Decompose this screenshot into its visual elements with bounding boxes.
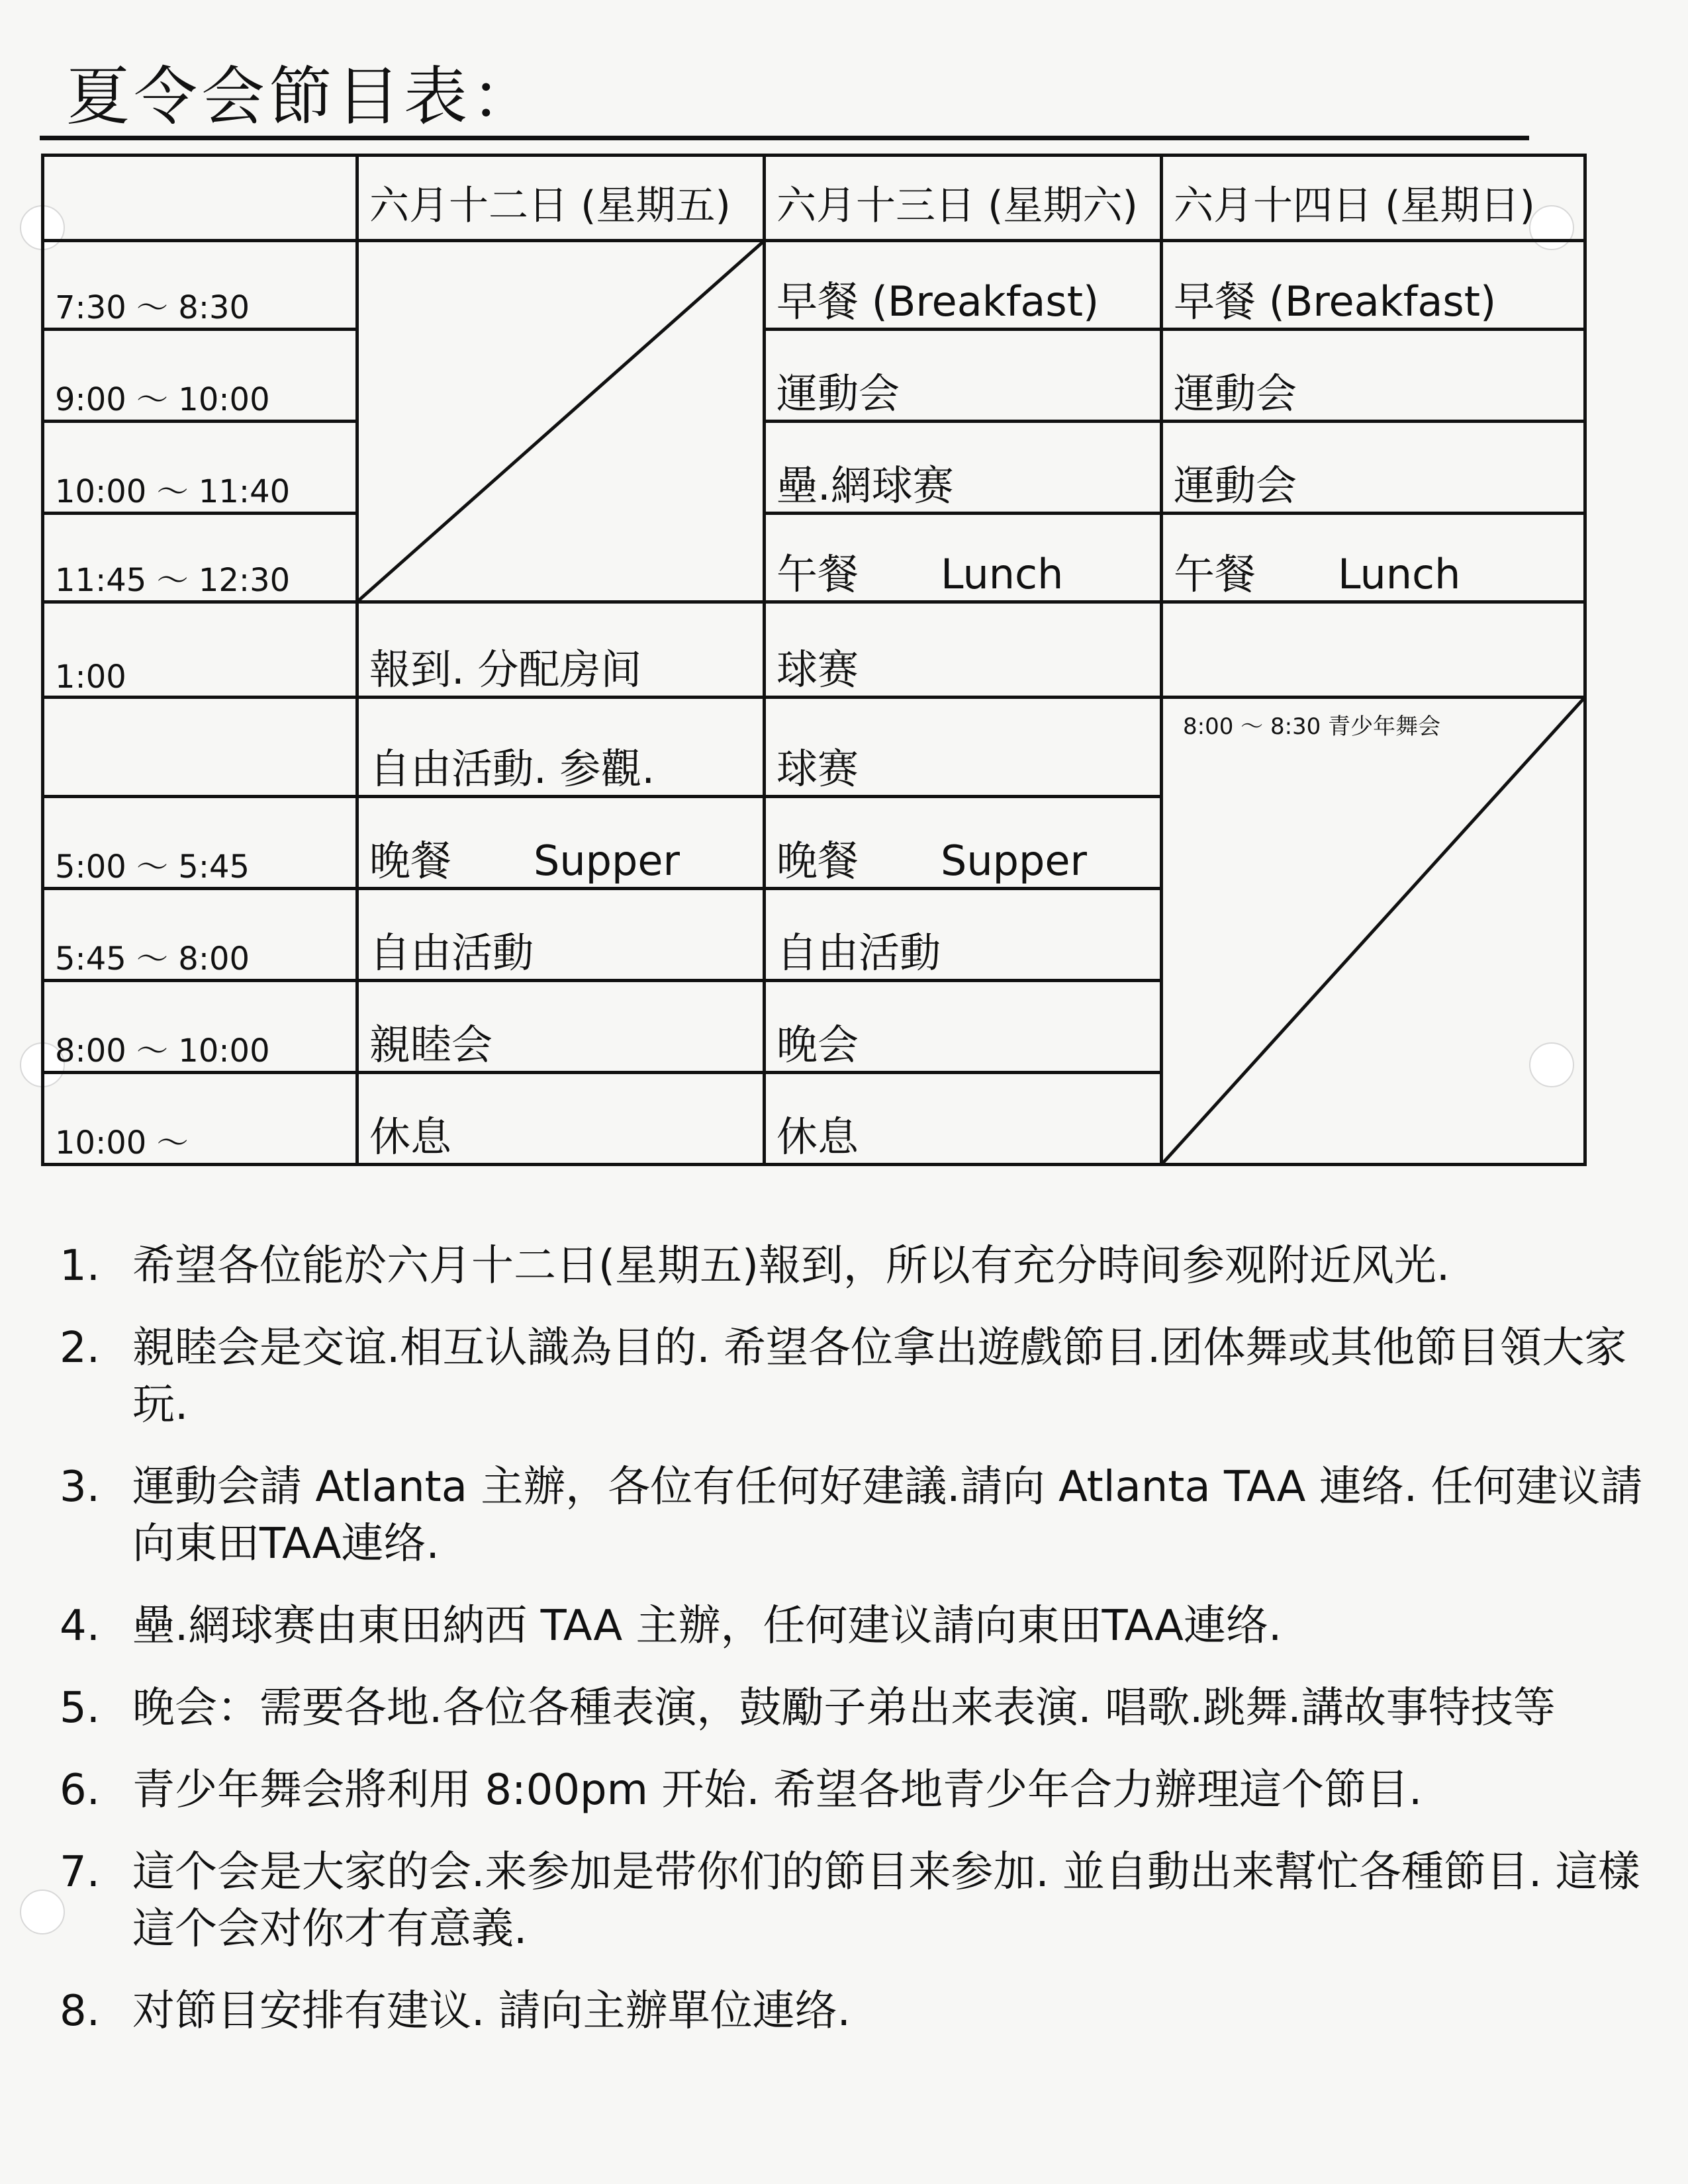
- time-cell: 5:45 ～ 8:00: [43, 888, 357, 980]
- time-cell: 9:00 ～ 10:00: [43, 329, 357, 421]
- fri-cell: 報到. 分配房间: [357, 602, 765, 697]
- table-row: [43, 698, 1585, 796]
- header-row: [43, 156, 1585, 241]
- time-cell: [43, 698, 357, 796]
- fri-cell: 自由活動: [357, 888, 765, 980]
- note-text: 青少年舞会將利用 8:00pm 开始. 希望各地青少年合力辦理這个節目.: [132, 1766, 1423, 1815]
- sat-cell: 壘.網球赛: [765, 421, 1162, 513]
- note-number: 4.: [60, 1602, 101, 1651]
- note-number: 2.: [60, 1324, 101, 1373]
- note-text: 親睦会是交谊.相互认識為目的. 希望各位拿出遊戲節目.团体舞或其他節目領大家玩.: [132, 1324, 1627, 1430]
- note-text: 壘.網球赛由東田納西 TAA 主辦，任何建议請向東田TAA連络.: [132, 1602, 1282, 1651]
- fri-cell: 自由活動. 参觀.: [357, 698, 765, 796]
- youth-dance-note: 8:00 ～ 8:30 青少年舞会: [1183, 713, 1441, 741]
- note-text: 对節目安排有建议. 請向主辦單位連络.: [132, 1987, 851, 2036]
- time-cell: 11:45 ～ 12:30: [43, 513, 357, 602]
- table-row: [43, 421, 1585, 513]
- table-row: [43, 329, 1585, 421]
- sat-cell: 球赛: [765, 698, 1162, 796]
- schedule-table: [41, 154, 1587, 1166]
- note-number: 1.: [60, 1242, 101, 1291]
- table-row: [43, 513, 1585, 602]
- table-row: [43, 240, 1585, 329]
- list-item: [60, 1680, 1648, 1737]
- diagonal-slash: [359, 242, 763, 600]
- sun-evening-empty-cell: [1162, 698, 1585, 1165]
- list-item: [60, 1983, 1648, 2040]
- fri-cell: 晚餐 Supper: [357, 796, 765, 888]
- sun-cell: 早餐 (Breakfast): [1162, 240, 1585, 329]
- top-rule: [40, 136, 1529, 140]
- fri-cell: 休息: [357, 1072, 765, 1164]
- note-text: 運動会請 Atlanta 主辦，各位有任何好建議.請向 Atlanta TAA 連络. 任何建议請向東田TAA連络.: [132, 1463, 1643, 1569]
- list-item: [60, 1459, 1648, 1572]
- note-number: 6.: [60, 1766, 101, 1815]
- sat-cell: 休息: [765, 1072, 1162, 1164]
- header-fri: 六月十二日 (星期五): [357, 156, 765, 241]
- diagonal-slash: [1163, 699, 1583, 1163]
- list-item: [60, 1598, 1648, 1655]
- note-number: 7.: [60, 1848, 101, 1897]
- table-row: [43, 602, 1585, 697]
- list-item: [60, 1762, 1648, 1819]
- time-cell: 1:00: [43, 602, 357, 697]
- time-cell: 5:00 ～ 5:45: [43, 796, 357, 888]
- note-number: 8.: [60, 1987, 101, 2036]
- note-number: 5.: [60, 1684, 101, 1733]
- sat-cell: 自由活動: [765, 888, 1162, 980]
- header-sat: 六月十三日 (星期六): [765, 156, 1162, 241]
- fri-morning-empty-cell: [357, 240, 765, 602]
- sun-cell: 午餐 Lunch: [1162, 513, 1585, 602]
- time-cell: 10:00 ～: [43, 1072, 357, 1164]
- sat-cell: 晚会: [765, 980, 1162, 1072]
- time-cell: 10:00 ～ 11:40: [43, 421, 357, 513]
- sat-cell: 運動会: [765, 329, 1162, 421]
- sat-cell: 早餐 (Breakfast): [765, 240, 1162, 329]
- sat-cell: 午餐 Lunch: [765, 513, 1162, 602]
- header-sun: 六月十四日 (星期日): [1162, 156, 1585, 241]
- notes-list: [60, 1238, 1648, 2065]
- note-text: 希望各位能於六月十二日(星期五)報到，所以有充分時间参观附近风光.: [132, 1242, 1450, 1291]
- time-cell: 7:30 ～ 8:30: [43, 240, 357, 329]
- sat-cell: 球赛: [765, 602, 1162, 697]
- list-item: [60, 1844, 1648, 1958]
- time-cell: 8:00 ～ 10:00: [43, 980, 357, 1072]
- list-item: [60, 1320, 1648, 1433]
- fri-cell: 親睦会: [357, 980, 765, 1072]
- sun-cell: 運動会: [1162, 329, 1585, 421]
- page-title: 夏令会節目表：: [66, 60, 539, 134]
- note-text: 這个会是大家的会.来参加是带你们的節目来参加. 並自動出来幫忙各種節目. 這樣這个会对你才有意義.: [132, 1848, 1640, 1954]
- sun-cell: 運動会: [1162, 421, 1585, 513]
- note-text: 晚会：需要各地.各位各種表演，鼓勵子弟出来表演. 唱歌.跳舞.講故事特技等: [132, 1684, 1556, 1733]
- header-time: [43, 156, 357, 241]
- sat-cell: 晚餐 Supper: [765, 796, 1162, 888]
- list-item: [60, 1238, 1648, 1295]
- note-number: 3.: [60, 1463, 101, 1512]
- punch-hole-bottom: [20, 1889, 65, 1934]
- sun-cell: [1162, 602, 1585, 697]
